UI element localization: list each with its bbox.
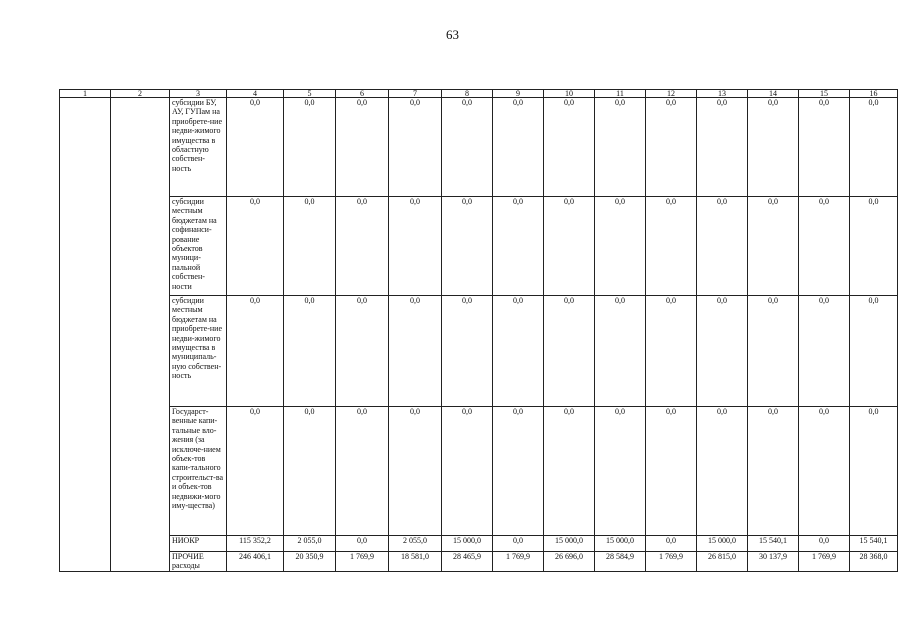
value-cell: 28 368,0	[850, 552, 898, 572]
value-cell: 0,0	[595, 407, 646, 536]
value-cell: 15 000,0	[544, 536, 595, 552]
col2-merged-cell	[111, 98, 170, 572]
value-cell: 28 584,9	[595, 552, 646, 572]
value-cell: 0,0	[646, 197, 697, 296]
value-cell: 0,0	[284, 197, 336, 296]
value-cell: 15 540,1	[748, 536, 799, 552]
value-cell: 0,0	[493, 197, 544, 296]
value-cell: 1 769,9	[493, 552, 544, 572]
value-cell: 15 000,0	[595, 536, 646, 552]
value-cell: 0,0	[284, 98, 336, 197]
value-cell: 26 696,0	[544, 552, 595, 572]
column-number-row	[60, 90, 898, 98]
value-cell: 15 000,0	[442, 536, 493, 552]
column-number-14: 14	[748, 90, 799, 98]
value-cell: 0,0	[493, 296, 544, 407]
value-cell: 0,0	[493, 407, 544, 536]
value-cell: 0,0	[336, 197, 389, 296]
value-cell: 0,0	[442, 296, 493, 407]
value-cell: 0,0	[646, 407, 697, 536]
value-cell: 15 000,0	[697, 536, 748, 552]
column-number-7: 7	[389, 90, 442, 98]
value-cell: 0,0	[442, 197, 493, 296]
column-number-15: 15	[799, 90, 850, 98]
value-cell: 0,0	[697, 197, 748, 296]
value-cell: 0,0	[799, 296, 850, 407]
value-cell: 0,0	[748, 197, 799, 296]
value-cell: 0,0	[336, 98, 389, 197]
row-label: Государст-венные капи-тальные вло-жения (за исключе-нием объек-тов капи-тального строительст-ва и объек-тов недвижи-мого иму-щества)	[170, 407, 227, 536]
value-cell: 0,0	[748, 407, 799, 536]
value-cell: 115 352,2	[227, 536, 284, 552]
value-cell: 28 465,9	[442, 552, 493, 572]
column-number-12: 12	[646, 90, 697, 98]
row-label: субсидии БУ, АУ, ГУПам на приобрете-ние недви-жимого имущества в областную собствен-ность	[170, 98, 227, 197]
value-cell: 0,0	[389, 296, 442, 407]
value-cell: 0,0	[227, 98, 284, 197]
row-label: субсидии местным бюджетам на приобрете-ние недви-жимого имущества в муниципаль-ную собствен-ность	[170, 296, 227, 407]
column-number-16: 16	[850, 90, 898, 98]
value-cell: 0,0	[544, 407, 595, 536]
value-cell: 0,0	[850, 98, 898, 197]
value-cell: 0,0	[493, 98, 544, 197]
value-cell: 0,0	[799, 407, 850, 536]
budget-table	[59, 89, 898, 572]
value-cell: 0,0	[389, 197, 442, 296]
value-cell: 2 055,0	[389, 536, 442, 552]
value-cell: 0,0	[646, 536, 697, 552]
value-cell: 0,0	[595, 296, 646, 407]
column-number-11: 11	[595, 90, 646, 98]
page-number: 63	[446, 27, 459, 42]
value-cell: 0,0	[697, 296, 748, 407]
value-cell: 246 406,1	[227, 552, 284, 572]
col1-merged-cell	[60, 98, 111, 572]
value-cell: 0,0	[748, 296, 799, 407]
value-cell: 0,0	[336, 407, 389, 536]
value-cell: 0,0	[646, 98, 697, 197]
value-cell: 0,0	[850, 407, 898, 536]
value-cell: 0,0	[493, 536, 544, 552]
value-cell: 26 815,0	[697, 552, 748, 572]
value-cell: 0,0	[799, 536, 850, 552]
value-cell: 1 769,9	[336, 552, 389, 572]
value-cell: 0,0	[544, 296, 595, 407]
value-cell: 0,0	[442, 98, 493, 197]
row-label: ПРОЧИЕ расходы	[170, 552, 227, 572]
value-cell: 0,0	[595, 197, 646, 296]
column-number-8: 8	[442, 90, 493, 98]
column-number-13: 13	[697, 90, 748, 98]
value-cell: 0,0	[544, 197, 595, 296]
value-cell: 0,0	[799, 98, 850, 197]
table-row	[60, 197, 898, 296]
value-cell: 0,0	[697, 98, 748, 197]
value-cell: 20 350,9	[284, 552, 336, 572]
value-cell: 0,0	[284, 296, 336, 407]
table-row	[60, 407, 898, 536]
row-label: НИОКР	[170, 536, 227, 552]
value-cell: 0,0	[389, 407, 442, 536]
value-cell: 0,0	[227, 407, 284, 536]
column-number-9: 9	[493, 90, 544, 98]
row-label: субсидии местным бюджетам на софинанси-рование объектов муници-пальной собствен-ности	[170, 197, 227, 296]
value-cell: 0,0	[850, 197, 898, 296]
value-cell: 0,0	[646, 296, 697, 407]
value-cell: 0,0	[227, 197, 284, 296]
column-number-10: 10	[544, 90, 595, 98]
value-cell: 15 540,1	[850, 536, 898, 552]
table-row	[60, 536, 898, 552]
value-cell: 0,0	[336, 296, 389, 407]
value-cell: 0,0	[227, 296, 284, 407]
value-cell: 0,0	[442, 407, 493, 536]
value-cell: 0,0	[544, 98, 595, 197]
column-number-1: 1	[60, 90, 111, 98]
value-cell: 0,0	[336, 536, 389, 552]
column-number-2: 2	[111, 90, 170, 98]
value-cell: 0,0	[595, 98, 646, 197]
value-cell: 30 137,9	[748, 552, 799, 572]
column-number-4: 4	[227, 90, 284, 98]
value-cell: 0,0	[284, 407, 336, 536]
value-cell: 0,0	[799, 197, 850, 296]
value-cell: 0,0	[389, 98, 442, 197]
value-cell: 0,0	[850, 296, 898, 407]
table-row	[60, 98, 898, 197]
value-cell: 0,0	[697, 407, 748, 536]
value-cell: 1 769,9	[799, 552, 850, 572]
column-number-3: 3	[170, 90, 227, 98]
value-cell: 18 581,0	[389, 552, 442, 572]
column-number-6: 6	[336, 90, 389, 98]
column-number-5: 5	[284, 90, 336, 98]
value-cell: 1 769,9	[646, 552, 697, 572]
table-row	[60, 552, 898, 572]
value-cell: 2 055,0	[284, 536, 336, 552]
value-cell: 0,0	[748, 98, 799, 197]
table-row	[60, 296, 898, 407]
